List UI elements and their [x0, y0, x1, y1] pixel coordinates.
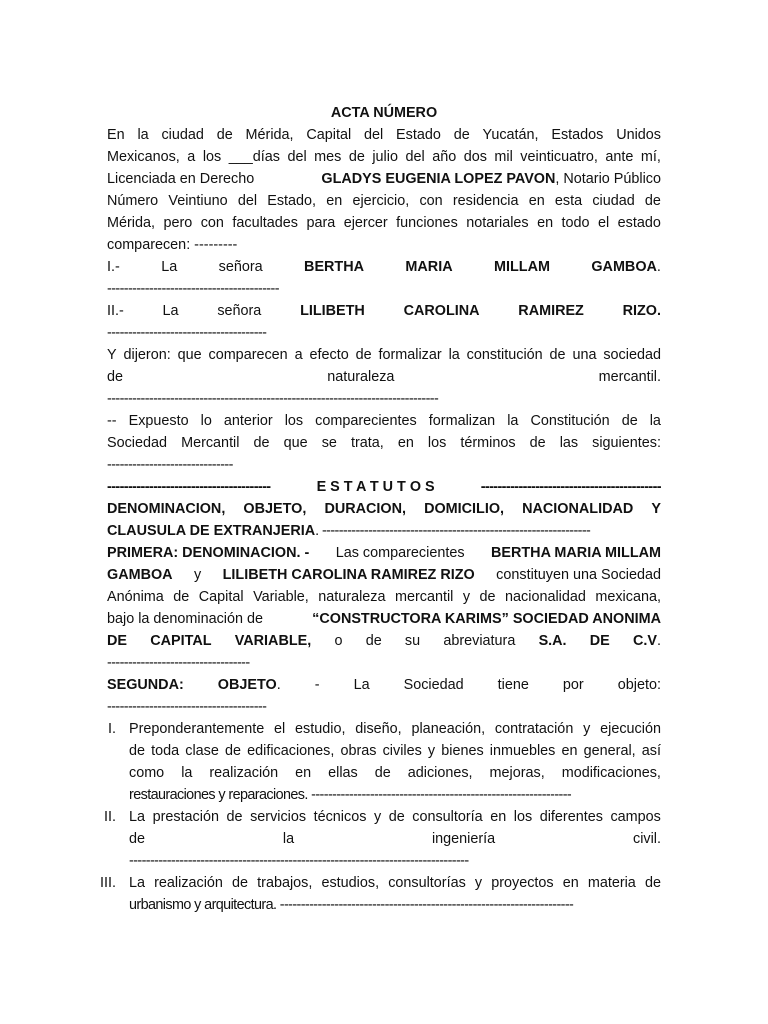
word: Y: [107, 347, 117, 363]
word: mercantil: [394, 589, 454, 605]
item-1-line-2: [129, 740, 661, 762]
word: DOMICILIO,: [424, 501, 505, 517]
word: y: [583, 721, 591, 737]
word: a: [294, 347, 303, 363]
intro-line-4: [107, 190, 661, 212]
word: y: [462, 589, 471, 605]
word: ciudad: [592, 193, 635, 209]
word: Constitución: [530, 413, 610, 429]
appearer-1: [107, 256, 661, 278]
word: mejoras,: [489, 765, 545, 781]
word: con: [200, 215, 224, 231]
item-1-line-3: [129, 762, 661, 784]
item-3-line-1: [129, 872, 661, 894]
word: la: [137, 127, 149, 143]
intro-line-3: [107, 168, 661, 190]
item-2-line-1: [129, 806, 661, 828]
word: mes: [314, 149, 342, 165]
first-clause-dash: ----------------------------------: [107, 655, 250, 671]
word: comparecen: [208, 347, 288, 363]
word: estudios,: [321, 875, 380, 891]
word: de: [348, 149, 365, 165]
word: sociedad: [603, 347, 661, 363]
word: consultorías: [388, 875, 466, 891]
first-clause-abreviatura: abreviatura: [443, 633, 516, 649]
second-clause-rest-4: tiene: [497, 677, 529, 693]
word: que: [177, 347, 202, 363]
abbrev-sa: S.A.: [538, 633, 567, 649]
second-clause-label: SEGUNDA:: [107, 677, 184, 693]
word: Mérida,: [107, 215, 155, 231]
word: Mexicanos,: [107, 149, 180, 165]
word: estado: [617, 215, 661, 231]
word: ___días: [228, 149, 280, 165]
intro-line-1: [107, 124, 661, 146]
word: de: [107, 369, 124, 385]
word: Sociedad: [107, 435, 168, 451]
word: los: [427, 435, 447, 451]
word: Anónima: [107, 589, 164, 605]
first-clause-y: y: [190, 567, 206, 583]
word: el: [274, 721, 286, 737]
word: y: [427, 743, 436, 759]
exposed-line-1: [107, 410, 661, 432]
chapter-title-line-2: [107, 520, 661, 542]
appearer-1-name-3: MILLAM: [494, 259, 550, 275]
item-1-line-4: restauraciones y reparaciones. --------------------------------------------------------------: [129, 787, 572, 803]
declare-line-1: [107, 344, 661, 366]
word: ciudad: [161, 127, 204, 143]
word: Yucatán,: [482, 127, 539, 143]
word: de: [644, 875, 661, 891]
word: en: [561, 743, 578, 759]
appearer-2: [107, 300, 661, 322]
word: todo: [561, 215, 590, 231]
item-1-marker: I.: [108, 721, 116, 737]
word: Estados: [551, 127, 604, 143]
word: nacionalidad: [505, 589, 586, 605]
word: de: [644, 193, 661, 209]
word: el: [598, 215, 610, 231]
word: mil: [494, 149, 513, 165]
second-clause-rest-5: por: [562, 677, 584, 693]
word: proyectos: [491, 875, 554, 891]
first-clause-line-5: [107, 630, 661, 652]
word: de: [253, 435, 270, 451]
first-clause-text-2: constituyen una Sociedad: [492, 567, 661, 583]
word: de: [479, 589, 496, 605]
word: formalizar: [378, 347, 442, 363]
word: de: [225, 743, 242, 759]
word: ejercer: [343, 215, 388, 231]
word: de: [232, 875, 249, 891]
word: esta: [554, 193, 583, 209]
abbrev-de: DE: [589, 633, 610, 649]
word: la: [181, 765, 193, 781]
intro-line-2: [107, 146, 661, 168]
word: y: [474, 875, 483, 891]
word: en: [528, 193, 545, 209]
second-clause-line-1: [107, 674, 661, 696]
word: notariales: [466, 215, 529, 231]
word: la: [507, 413, 519, 429]
second-clause-object: OBJETO: [217, 677, 277, 693]
word: del: [237, 193, 258, 209]
word: residencia: [452, 193, 519, 209]
word: se: [321, 435, 337, 451]
word: veinticuatro,: [520, 149, 598, 165]
word: Expuesto: [128, 413, 189, 429]
abbrev-cv: C.V: [633, 633, 657, 649]
word: diseño,: [355, 721, 402, 737]
word: La: [129, 875, 146, 891]
first-clause-label: PRIMERA: DENOMINACION. -: [107, 545, 310, 561]
word: del: [287, 149, 307, 165]
first-clause-name-1b: GAMBOA: [107, 567, 173, 583]
word: trata,: [350, 435, 384, 451]
item-1-line-1: [129, 718, 661, 740]
word: pero: [163, 215, 193, 231]
word: del: [405, 149, 425, 165]
second-clause-rest-2: La: [353, 677, 370, 693]
appearer-2-name-2: CAROLINA: [403, 303, 480, 319]
word: la: [282, 831, 295, 847]
second-clause-rest-6: objeto:: [617, 677, 661, 693]
word: OBJETO,: [243, 501, 307, 517]
word: que: [283, 435, 308, 451]
company-name-de: DE: [107, 633, 127, 649]
word: del: [364, 127, 384, 143]
appearer-2-la: La: [162, 303, 179, 319]
word: de: [374, 765, 391, 781]
word: a: [187, 149, 196, 165]
word: realización: [209, 765, 279, 781]
word: funciones: [396, 215, 458, 231]
word: Capital: [198, 589, 244, 605]
word: formalizan: [428, 413, 496, 429]
word: NACIONALIDAD: [522, 501, 634, 517]
appearer-1-name-4: GAMBOA: [591, 259, 657, 275]
word: mercantil.: [598, 369, 661, 385]
appearer-2-name-3: RAMIREZ: [518, 303, 584, 319]
word: así: [641, 743, 661, 759]
word: términos: [460, 435, 516, 451]
word: la: [448, 347, 460, 363]
word: Variable,: [253, 589, 309, 605]
word: ejecución: [600, 721, 661, 737]
first-clause-name-2: LILIBETH CAROLINA RAMIREZ RIZO: [222, 567, 475, 583]
word: --: [107, 413, 117, 429]
word: realización: [154, 875, 223, 891]
word: efecto: [309, 347, 349, 363]
chapter-title-line-1: [107, 498, 661, 520]
word: En: [107, 127, 125, 143]
word: los: [513, 809, 533, 825]
appearer-1-dot: .: [656, 259, 661, 275]
word: clase: [185, 743, 219, 759]
word: comparecientes: [315, 413, 417, 429]
word: servicios: [250, 809, 307, 825]
word: planeación,: [411, 721, 486, 737]
company-name-variable: VARIABLE,: [234, 633, 312, 649]
statutes-heading-right: -------------------------------------------: [480, 479, 661, 495]
appearer-2-senora: señora: [217, 303, 262, 319]
word: Estado: [396, 127, 441, 143]
word: Y: [651, 501, 661, 517]
word: de: [226, 809, 243, 825]
company-name: “CONSTRUCTORA KARIMS” SOCIEDAD ANONIMA: [312, 611, 661, 627]
first-clause-o: o: [334, 633, 343, 649]
word: adiciones,: [407, 765, 473, 781]
word: como: [129, 765, 165, 781]
appearer-1-la: La: [161, 259, 178, 275]
item-3-marker: III.: [100, 875, 116, 891]
appearer-1-name-2: MARIA: [405, 259, 453, 275]
word: edificaciones,: [247, 743, 335, 759]
word: modificaciones,: [561, 765, 661, 781]
exposed-dash: ------------------------------: [107, 457, 233, 473]
company-name-capital: CAPITAL: [150, 633, 212, 649]
word: en: [326, 193, 343, 209]
first-clause-text-1: Las comparecientes: [331, 545, 469, 561]
word: constitución: [466, 347, 543, 363]
word: Mérida,: [245, 127, 294, 143]
item-3-line-2: urbanismo y arquitectura. ----------------------------------------------------------------------: [129, 897, 574, 913]
statutes-heading-text: E S T A T U T O S: [316, 479, 435, 495]
word: general,: [583, 743, 636, 759]
appearer-2-number: II.-: [107, 303, 124, 319]
word: diferentes: [539, 809, 603, 825]
word: mí,: [640, 149, 661, 165]
word: consultoría: [412, 809, 483, 825]
word: mexicana,: [595, 589, 661, 605]
word: toda: [151, 743, 180, 759]
chapter-title-2: CLAUSULA DE EXTRANJERIA: [107, 523, 316, 539]
word: los: [202, 149, 222, 165]
word: y: [373, 809, 382, 825]
declare-dash: -------------------------------------------------------------------------------: [107, 391, 439, 407]
word: La: [129, 809, 146, 825]
word: contratación: [494, 721, 574, 737]
appearer-1-number: I.-: [107, 259, 120, 275]
chapter-title-2-tail: . ----------------------------------------------------------------: [315, 523, 591, 539]
appearer-2-name-1: LILIBETH: [300, 303, 365, 319]
word: ejercicio,: [352, 193, 410, 209]
word: con: [419, 193, 443, 209]
word: inmuebles: [489, 743, 556, 759]
declare-line-2: [107, 366, 661, 388]
word: Número: [107, 193, 159, 209]
intro-line-5: [107, 212, 661, 234]
word: dos: [463, 149, 487, 165]
intro-line-3-post: , Notario Público: [555, 171, 661, 187]
word: dijeron:: [123, 347, 171, 363]
word: julio: [372, 149, 398, 165]
item-2-line-3: ---------------------------------------------------------------------------------: [129, 853, 469, 869]
word: una: [572, 347, 597, 363]
word: materia: [587, 875, 636, 891]
word: de: [129, 831, 146, 847]
word: de: [529, 435, 546, 451]
appearer-1-senora: señora: [218, 259, 263, 275]
word: DURACION,: [324, 501, 406, 517]
word: lo: [200, 413, 212, 429]
item-2-marker: II.: [104, 809, 116, 825]
second-clause-dash: --------------------------------------: [107, 699, 267, 715]
word: estudio,: [295, 721, 346, 737]
word: de: [549, 347, 566, 363]
word: para: [306, 215, 336, 231]
word: de: [355, 347, 372, 363]
word: ante: [605, 149, 634, 165]
second-clause-dot: .: [276, 677, 281, 693]
word: campos: [610, 809, 661, 825]
second-clause-rest-3: Sociedad: [403, 677, 464, 693]
word: bienes: [441, 743, 484, 759]
word: Estado,: [267, 193, 317, 209]
word: Veintiuno: [168, 193, 228, 209]
word: en: [490, 809, 507, 825]
abbrev-dot: .: [657, 633, 661, 649]
word: de: [216, 127, 233, 143]
word: DENOMINACION,: [107, 501, 226, 517]
appearer-2-name-4: RIZO.: [622, 303, 661, 319]
word: ingeniería: [431, 831, 496, 847]
word: naturaleza: [327, 369, 395, 385]
word: siguientes:: [592, 435, 661, 451]
statutes-heading: [107, 476, 661, 498]
first-clause-su: su: [404, 633, 421, 649]
word: Capital: [306, 127, 352, 143]
first-clause-name-1a: BERTHA MARIA MILLAM: [491, 545, 661, 561]
intro-line-3-pre: Licenciada en Derecho: [107, 171, 255, 187]
exposed-line-2: [107, 432, 661, 454]
word: Unidos: [616, 127, 661, 143]
appearer-2-dash: --------------------------------------: [107, 325, 267, 341]
word: civiles: [382, 743, 422, 759]
word: ellas: [328, 765, 358, 781]
first-clause-line-3: [107, 586, 661, 608]
word: en: [397, 435, 414, 451]
word: prestación: [152, 809, 219, 825]
word: Preponderantemente: [129, 721, 265, 737]
first-clause-line-1: [107, 542, 661, 564]
intro-line-6: comparecen: ---------: [107, 237, 238, 253]
word: de: [388, 809, 405, 825]
word: año: [432, 149, 457, 165]
word: de: [453, 127, 470, 143]
first-clause-line-2: [107, 564, 661, 586]
first-clause-line-4-pre: bajo la denominación de: [107, 611, 268, 627]
word: obras: [340, 743, 377, 759]
first-clause-line-4: [107, 608, 661, 630]
word: facultades: [232, 215, 298, 231]
word: en: [537, 215, 554, 231]
second-clause-rest-1: -: [314, 677, 320, 693]
word: en: [295, 765, 312, 781]
word: la: [649, 413, 661, 429]
appearer-1-dash: -----------------------------------------: [107, 281, 279, 297]
word: de: [173, 589, 190, 605]
document-title: ACTA NÚMERO: [330, 105, 438, 121]
word: técnicos: [313, 809, 367, 825]
first-clause-de: de: [365, 633, 382, 649]
word: Mercantil: [181, 435, 240, 451]
word: en: [562, 875, 579, 891]
statutes-heading-left: ---------------------------------------: [107, 479, 271, 495]
word: anterior: [223, 413, 273, 429]
word: civil.: [633, 831, 661, 847]
word: de: [621, 413, 638, 429]
word: trabajos,: [257, 875, 313, 891]
word: las: [559, 435, 579, 451]
notary-name: GLADYS EUGENIA LOPEZ PAVON: [321, 171, 556, 187]
word: naturaleza: [318, 589, 386, 605]
word: los: [284, 413, 304, 429]
appearer-1-name-1: BERTHA: [304, 259, 365, 275]
item-2-line-2: [129, 828, 661, 850]
word: de: [129, 743, 146, 759]
